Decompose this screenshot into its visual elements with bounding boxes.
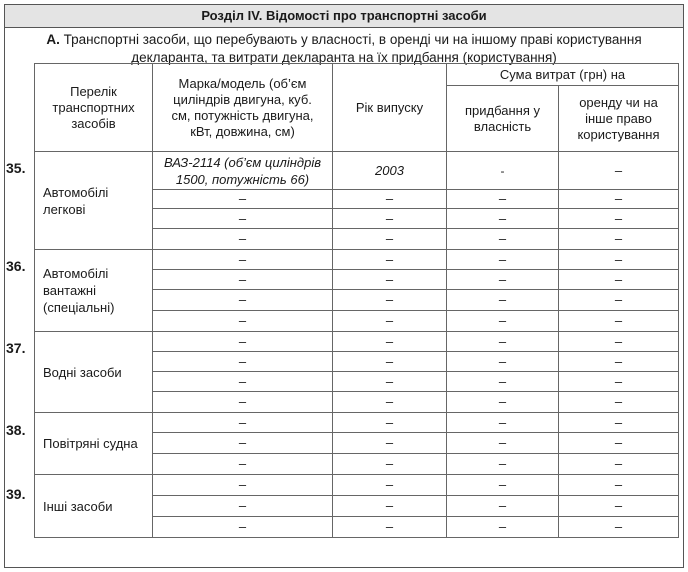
empty-cell: –: [559, 290, 679, 311]
empty-cell: –: [559, 352, 679, 372]
header-rent: оренду чи на інше право користування: [559, 86, 679, 152]
vehicle-year: 2003: [333, 152, 447, 190]
category-other-vehicles: Інші засоби: [35, 475, 153, 538]
empty-cell: –: [153, 229, 333, 250]
empty-cell: –: [447, 332, 559, 352]
empty-cell: –: [333, 433, 447, 454]
empty-cell: –: [153, 190, 333, 209]
row-number-38: 38.: [6, 422, 26, 438]
row-number-36: 36.: [6, 258, 26, 274]
empty-cell: –: [333, 352, 447, 372]
empty-cell: –: [153, 250, 333, 270]
header-purchase: придбання у власність: [447, 86, 559, 152]
empty-cell: –: [447, 496, 559, 517]
empty-cell: –: [559, 496, 679, 517]
empty-cell: –: [559, 413, 679, 433]
empty-cell: –: [153, 413, 333, 433]
empty-cell: –: [447, 352, 559, 372]
empty-cell: –: [333, 229, 447, 250]
empty-cell: –: [153, 475, 333, 496]
vehicle-model: ВАЗ-2114 (об’єм циліндрів 1500, потужність 66): [153, 152, 333, 190]
empty-cell: –: [153, 311, 333, 332]
empty-cell: –: [333, 209, 447, 229]
empty-cell: –: [559, 475, 679, 496]
empty-cell: –: [153, 332, 333, 352]
empty-cell: –: [333, 372, 447, 392]
empty-cell: –: [559, 454, 679, 475]
row-number-37: 37.: [6, 340, 26, 356]
empty-cell: –: [559, 270, 679, 290]
empty-cell: –: [153, 352, 333, 372]
empty-cell: –: [447, 270, 559, 290]
empty-cell: –: [333, 454, 447, 475]
empty-cell: –: [559, 332, 679, 352]
section-title: Розділ IV. Відомості про транспортні засоби: [5, 5, 683, 28]
category-trucks: Автомобілі вантажні (спеціальні): [35, 250, 153, 332]
row-number-35: 35.: [6, 160, 26, 176]
empty-cell: –: [333, 250, 447, 270]
empty-cell: –: [333, 517, 447, 538]
empty-cell: –: [447, 454, 559, 475]
category-aircraft: Повітряні судна: [35, 413, 153, 475]
empty-cell: –: [559, 190, 679, 209]
header-spend: Сума витрат (грн) на: [447, 64, 679, 86]
empty-cell: –: [447, 209, 559, 229]
empty-cell: –: [153, 372, 333, 392]
empty-cell: –: [559, 517, 679, 538]
empty-cell: –: [559, 250, 679, 270]
empty-cell: –: [153, 496, 333, 517]
empty-cell: –: [447, 229, 559, 250]
subsection-text: Транспортні засоби, що перебувають у власності, в оренді чи на іншому праві користування: [59, 32, 642, 47]
empty-cell: –: [559, 229, 679, 250]
category-water-vehicles: Водні засоби: [35, 332, 153, 413]
category-cars: Автомобілі легкові: [35, 152, 153, 250]
table-row: [35, 152, 679, 190]
vehicles-table: [34, 63, 679, 538]
empty-cell: –: [447, 372, 559, 392]
empty-cell: –: [559, 392, 679, 413]
table-row: [35, 413, 679, 433]
subsection-letter: А.: [46, 32, 60, 47]
empty-cell: –: [447, 413, 559, 433]
table-row: [35, 332, 679, 352]
header-year: Рік випуску: [333, 64, 447, 152]
empty-cell: –: [447, 190, 559, 209]
empty-cell: –: [333, 475, 447, 496]
empty-cell: –: [447, 433, 559, 454]
subsection-text-line2: декларанта, та витрати декларанта на їх придбання (користування): [131, 50, 557, 65]
empty-cell: –: [153, 433, 333, 454]
empty-cell: –: [447, 517, 559, 538]
empty-cell: –: [153, 270, 333, 290]
rent-cost: –: [559, 152, 679, 190]
header-vehicle-list: Перелік транспортних засобів: [35, 64, 153, 152]
empty-cell: –: [447, 250, 559, 270]
empty-cell: –: [559, 311, 679, 332]
subsection-heading: [5, 28, 683, 68]
empty-cell: –: [559, 209, 679, 229]
empty-cell: –: [333, 290, 447, 311]
empty-cell: –: [333, 270, 447, 290]
empty-cell: –: [333, 332, 447, 352]
empty-cell: –: [447, 392, 559, 413]
empty-cell: –: [333, 190, 447, 209]
empty-cell: –: [447, 311, 559, 332]
table-row: [35, 475, 679, 496]
empty-cell: –: [153, 392, 333, 413]
row-number-39: 39.: [6, 486, 26, 502]
empty-cell: –: [153, 290, 333, 311]
empty-cell: –: [559, 433, 679, 454]
purchase-cost: -: [447, 152, 559, 190]
empty-cell: –: [153, 454, 333, 475]
empty-cell: –: [333, 413, 447, 433]
empty-cell: –: [333, 496, 447, 517]
empty-cell: –: [447, 475, 559, 496]
table-row: [35, 250, 679, 270]
empty-cell: –: [447, 290, 559, 311]
header-brand-model: Марка/модель (об’єм циліндрів двигуна, куб. см, потужність двигуна, кВт, довжина, см): [153, 64, 333, 152]
empty-cell: –: [333, 392, 447, 413]
empty-cell: –: [559, 372, 679, 392]
empty-cell: –: [153, 517, 333, 538]
empty-cell: –: [333, 311, 447, 332]
empty-cell: –: [153, 209, 333, 229]
